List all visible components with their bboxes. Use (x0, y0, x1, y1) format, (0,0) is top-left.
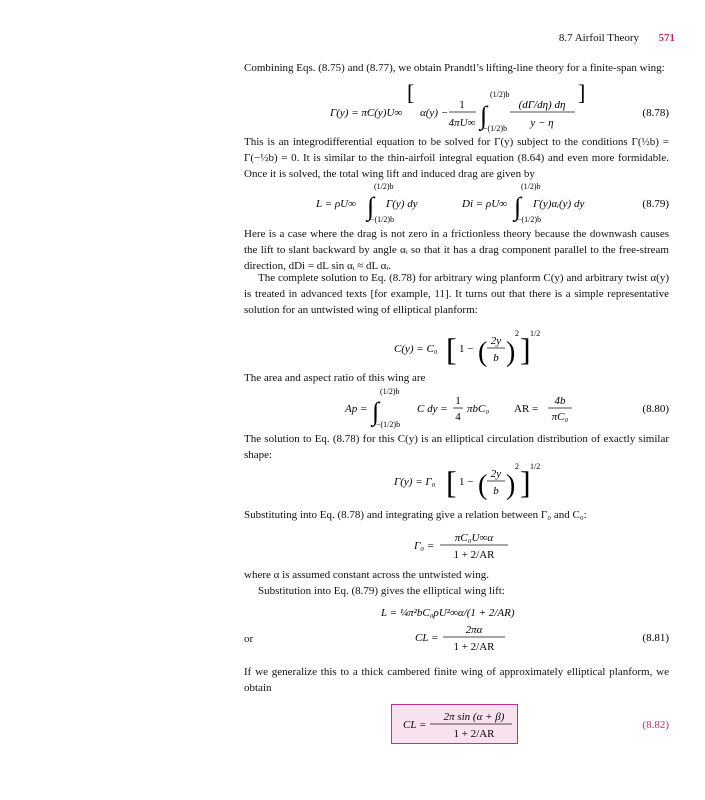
eqgy-lhs: Γ(y) = Γ₀ (394, 476, 436, 488)
eq881-den: 1 + 2/AR (453, 641, 495, 653)
eq880-frac-den: 4 (455, 411, 461, 423)
page-number: 571 (658, 32, 675, 44)
equation-8-82 (403, 711, 669, 740)
eqcy-inner: 1 − (459, 343, 474, 355)
eq879-lift-integrand: Γ(y) dy (386, 198, 418, 210)
eqcy-frac-den: b (493, 352, 499, 364)
eq878-frac-num: 1 (459, 99, 465, 111)
eqcy-power: 1/2 (530, 329, 541, 338)
paragraph-elliptical-circulation: The solution to Eq. (8.78) for this C(y) is an elliptical circulation distribution of exactly similar shape: (244, 433, 669, 461)
eqg0-den: 1 + 2/AR (453, 549, 495, 561)
eq880-ar-den: πC₀ (551, 411, 569, 423)
eqgy-paren-right: ) (506, 470, 516, 501)
eqlift-text: L = ¼π²bC₀ρU²∞α/(1 + 2/AR) (381, 607, 515, 619)
paragraph-complete-solution: The complete solution to Eq. (8.78) for arbitrary wing planform C(y) and arbitrary twist α(y) is treated in advanced texts [for example, 11]. It turns out that there is a simple representative solution for an untwisted wing of elliptical planform: (244, 272, 669, 316)
eqgy-bracket-right: ] (520, 464, 531, 500)
eq881-number: (8.81) (642, 632, 669, 644)
eq878-bracket-right: ] (578, 80, 586, 105)
eq878-integral: ∫ (480, 101, 488, 130)
eq879-drag-lower: −(1/2)b (517, 215, 542, 224)
eq879-lift-integral: ∫ (367, 192, 375, 221)
eqcy-square: 2 (515, 329, 519, 338)
eq880-upper: (1/2)b (380, 387, 400, 396)
eq878-int-num: (dΓ/dη) dη (518, 99, 566, 111)
eq878-alpha: α(y) − (420, 107, 449, 119)
eq882-num: 2π sin (α + β) (443, 711, 505, 723)
eq878-lhs: Γ(y) = πC(y)U∞ (330, 107, 403, 119)
eqg0-lhs: Γ₀ = (414, 540, 435, 552)
eq881-lhs: CL = (415, 632, 439, 644)
eq878-bracket-left: [ (407, 80, 415, 105)
eq879-drag-integral: ∫ (514, 192, 522, 221)
or-word: or (244, 633, 254, 645)
eq882-number: (8.82) (642, 719, 669, 731)
eq882-den: 1 + 2/AR (453, 728, 495, 740)
paragraph-area-aspect: The area and aspect ratio of this wing are (244, 372, 426, 384)
section-title: 8.7 Airfoil Theory (558, 32, 639, 44)
eq879-drag-lhs: Di = ρU∞ (462, 198, 507, 210)
eq880-number: (8.80) (642, 403, 669, 415)
eq878-lower: −(1/2)b (483, 124, 508, 133)
eqcy-bracket-left: [ (446, 331, 457, 367)
eq879-number: (8.79) (642, 198, 669, 210)
paragraph-generalize: If we generalize this to a thick cambered finite wing of approximately elliptical planform, we obtain (244, 666, 669, 694)
eq878-upper: (1/2)b (490, 90, 510, 99)
eq880-lower: −(1/2)b (376, 420, 401, 429)
eqcy-paren-right: ) (506, 337, 516, 368)
eqgy-frac-den: b (493, 485, 499, 497)
eq880-integral: ∫ (372, 397, 380, 426)
eq882-lhs: CL = (403, 719, 427, 731)
eq878-int-den: y − η (530, 117, 554, 129)
eqcy-bracket-right: ] (520, 331, 531, 367)
eq879-lift-lhs: L = ρU∞ (316, 198, 356, 210)
eq880-lhs: Ap = (345, 403, 368, 415)
paragraph-induced-drag: Here is a case where the drag is not zero in a frictionless theory because the downwash causes the lift to slant backward by angle αᵢ so that it has a drag component parallel to the free-stream direction, dDi = dL sin αᵢ ≈ dL αᵢ. (244, 228, 669, 272)
eq880-ar-num: 4b (554, 395, 566, 407)
eq878-frac-den: 4πU∞ (448, 117, 476, 129)
eq879-lift-lower: −(1/2)b (370, 215, 395, 224)
eq880-rhs: πbC₀ (467, 403, 490, 415)
eq879-drag-upper: (1/2)b (521, 182, 541, 191)
paragraph-integrodifferential: This is an integrodifferential equation to be solved for Γ(y) subject to the conditions Γ(½b) = Γ(−½b) = 0. It is similar to the thin-airfoil integral equation (8.64) and even more formidable. Once it is solved, the total wing lift and induced drag are given by (244, 136, 669, 180)
eqgy-frac-num: 2y (490, 468, 502, 480)
eqg0-num: πC₀U∞α (454, 532, 494, 544)
eq878-number: (8.78) (642, 107, 669, 119)
eqgy-square: 2 (515, 462, 519, 471)
eq881-num: 2πα (465, 624, 483, 636)
eq880-frac-num: 1 (455, 395, 461, 407)
eq879-drag-integrand: Γ(y)αᵢ(y) dy (533, 198, 585, 210)
eqcy-frac-num: 2y (490, 335, 502, 347)
paragraph-substitution-lift: Substitution into Eq. (8.79) gives the elliptical wing lift: (258, 585, 505, 597)
paragraph-substituting: Substituting into Eq. (8.78) and integrating give a relation between Γ₀ and C₀: (244, 509, 587, 521)
eq880-ar-lhs: AR = (514, 403, 539, 415)
eqgy-inner: 1 − (459, 476, 474, 488)
eqcy-lhs: C(y) = C₀ (394, 343, 438, 355)
eq879-lift-upper: (1/2)b (374, 182, 394, 191)
eq880-integrand: C dy = (417, 403, 448, 415)
eqcy-paren-left: ( (478, 337, 488, 368)
eqgy-bracket-left: [ (446, 464, 457, 500)
eqgy-power: 1/2 (530, 462, 541, 471)
paragraph-alpha-constant: where α is assumed constant across the untwisted wing. (244, 569, 489, 581)
eqgy-paren-left: ( (478, 470, 488, 501)
paragraph-lifting-line-intro: Combining Eqs. (8.75) and (8.77), we obtain Prandtl’s lifting-line theory for a finite-span wing: (244, 62, 665, 74)
